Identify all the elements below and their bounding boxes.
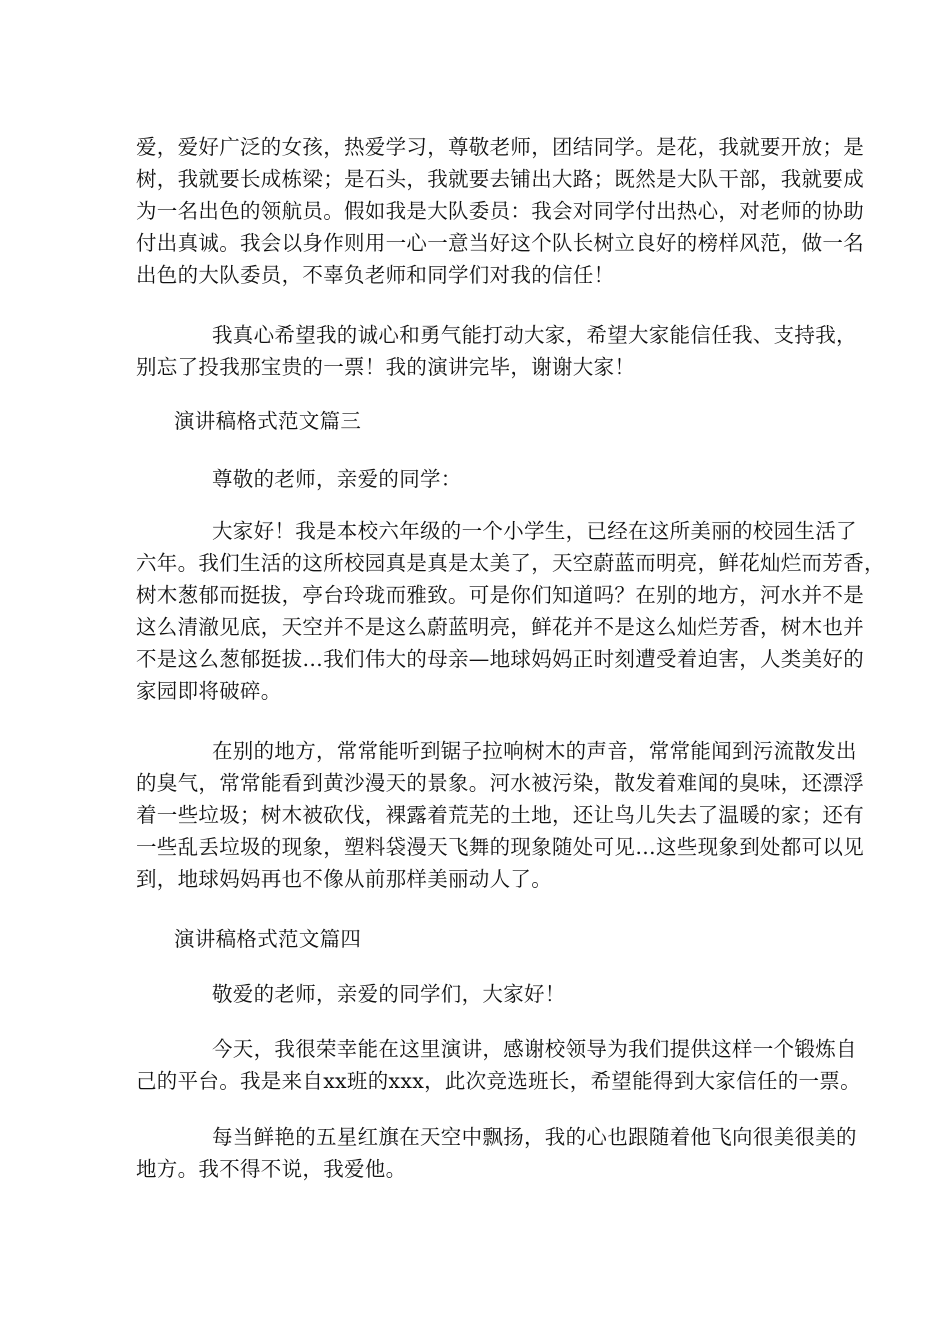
- paragraph-line: 敬爱的老师，亲爱的同学们，大家好！: [212, 982, 566, 1006]
- paragraph-2: [136, 319, 857, 383]
- paragraph-line: 着一些垃圾；树木被砍伐，裸露着荒芜的土地，还让鸟儿失去了温暖的家；还有: [136, 803, 864, 827]
- paragraph-line: 为一名出色的领航员。假如我是大队委员：我会对同学付出热心，对老师的协助: [136, 199, 864, 223]
- paragraph-line: 的臭气，常常能看到黄沙漫天的景象。河水被污染，散发着难闻的臭味，还漂浮: [136, 771, 864, 795]
- paragraph-line: 今天，我很荣幸能在这里演讲，感谢校领导为我们提供这样一个锻炼自: [212, 1037, 857, 1061]
- section-heading-3: 演讲稿格式范文篇三: [174, 409, 362, 433]
- paragraph-line: 地方。我不得不说，我爱他。: [136, 1157, 407, 1181]
- paragraph-line: 付出真诚。我会以身作则用一心一意当好这个队长树立良好的榜样风范，做一名: [136, 231, 864, 255]
- paragraph-line: 在别的地方，常常能听到锯子拉响树木的声音，常常能闻到污流散发出: [212, 739, 857, 763]
- paragraph-line: 爱，爱好广泛的女孩，热爱学习，尊敬老师，团结同学。是花，我就要开放；是: [136, 135, 864, 159]
- paragraph-salutation-3: [136, 463, 816, 495]
- paragraph-line: 己的平台。我是来自xx班的xxx，此次竞选班长，希望能得到大家信任的一票。: [136, 1069, 861, 1093]
- paragraph-line: 我真心希望我的诚心和勇气能打动大家，希望大家能信任我、支持我，: [212, 323, 857, 347]
- paragraph-salutation-4: [136, 978, 816, 1010]
- paragraph-line: 一些乱丢垃圾的现象，塑料袋漫天飞舞的现象随处可见…这些现象到处都可以见: [136, 835, 864, 859]
- paragraph-line: 树木葱郁而挺拔，亭台玲珑而雅致。可是你们知道吗？在别的地方，河水并不是: [136, 583, 864, 607]
- paragraph-3: [136, 515, 885, 707]
- paragraph-line: 别忘了投我那宝贵的一票！我的演讲完毕，谢谢大家！: [136, 355, 636, 379]
- paragraph-line: 尊敬的老师，亲爱的同学：: [212, 467, 462, 491]
- paragraph-line: 树，我就要长成栋梁；是石头，我就要去铺出大路；既然是大队干部，我就要成: [136, 167, 864, 191]
- paragraph-line: 家园即将破碎。: [136, 679, 282, 703]
- section-heading-4: 演讲稿格式范文篇四: [174, 927, 362, 951]
- paragraph-1: [136, 131, 864, 291]
- paragraph-5: [136, 1033, 861, 1097]
- paragraph-4: [136, 735, 864, 895]
- paragraph-line: 大家好！我是本校六年级的一个小学生，已经在这所美丽的校园生活了: [212, 519, 857, 543]
- paragraph-line: 六年。我们生活的这所校园真是真是太美了，天空蔚蓝而明亮，鲜花灿烂而芳香，: [136, 551, 885, 575]
- paragraph-line: 出色的大队委员，不辜负老师和同学们对我的信任！: [136, 263, 615, 287]
- paragraph-line: 不是这么葱郁挺拔…我们伟大的母亲—地球妈妈正时刻遭受着迫害，人类美好的: [136, 647, 864, 671]
- paragraph-line: 到，地球妈妈再也不像从前那样美丽动人了。: [136, 867, 552, 891]
- paragraph-6: [136, 1121, 857, 1185]
- paragraph-line: 每当鲜艳的五星红旗在天空中飘扬，我的心也跟随着他飞向很美很美的: [212, 1125, 857, 1149]
- paragraph-line: 这么清澈见底，天空并不是这么蔚蓝明亮，鲜花并不是这么灿烂芳香，树木也并: [136, 615, 864, 639]
